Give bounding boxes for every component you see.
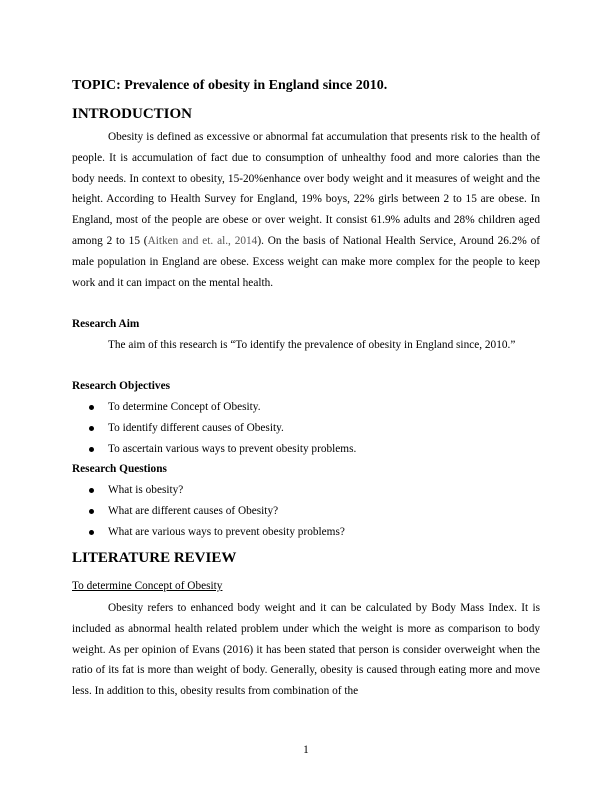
bullet-icon	[89, 405, 94, 410]
list-item: To identify different causes of Obesity.	[72, 418, 356, 439]
introduction-text-2: ). On the basis of National Health Service, Around 26.2% of male population in England are obese. Excess weight can make more complex for the people to keep work and it can impact on the mental health.	[72, 234, 540, 289]
bullet-icon	[89, 488, 94, 493]
bullet-icon	[89, 426, 94, 431]
introduction-citation: Aitken and et. al., 2014	[147, 234, 258, 247]
page-number: 1	[303, 744, 309, 756]
research-aim-heading: Research Aim	[72, 318, 140, 330]
literature-paragraph	[72, 598, 540, 702]
topic-title: TOPIC: Prevalence of obesity in England since 2010.	[72, 78, 388, 93]
research-aim-paragraph	[72, 335, 540, 356]
list-item: What is obesity?	[72, 480, 345, 501]
bullet-icon	[89, 447, 94, 452]
research-questions-heading: Research Questions	[72, 463, 167, 475]
list-item: What are various ways to prevent obesity problems?	[72, 522, 345, 543]
research-objectives-list	[72, 397, 356, 459]
list-item: What are different causes of Obesity?	[72, 501, 345, 522]
literature-subheading: To determine Concept of Obesity	[72, 580, 223, 592]
literature-text: Obesity refers to enhanced body weight and it can be calculated by Body Mass Index. It is included as abnormal health related problem under which the weight is more as comparison to body weight. As per opinion of Evans (2016) it has been stated that person is consider overweight when the ratio of its fat is more than weight of body. Generally, obesity is caused through eating more and move less. In addition to this, obesity results from combination of the	[72, 602, 540, 698]
research-questions-list	[72, 480, 345, 542]
list-item: To ascertain various ways to prevent obesity problems.	[72, 439, 356, 460]
introduction-text-1: Obesity is defined as excessive or abnormal fat accumulation that presents risk to the health of people. It is accumulation of fact due to consumption of unhealthy food and more calories than the body needs. In context to obesity, 15-20%enhance over body weight and it measures of weight and the height. According to Health Survey for England, 19% boys, 22% girls between 2 to 15 are obese. In England, most of the people are obese or over weight. It consist 61.9% adults and 28% children aged among 2 to 15 (	[72, 131, 540, 247]
research-objectives-heading: Research Objectives	[72, 380, 170, 392]
introduction-paragraph	[72, 127, 540, 293]
list-item: To determine Concept of Obesity.	[72, 397, 356, 418]
literature-review-heading: LITERATURE REVIEW	[72, 550, 237, 566]
introduction-heading: INTRODUCTION	[72, 106, 193, 122]
bullet-icon	[89, 509, 94, 514]
research-aim-text: The aim of this research is “To identify the prevalence of obesity in England since, 2010.”	[108, 339, 516, 351]
bullet-icon	[89, 530, 94, 535]
